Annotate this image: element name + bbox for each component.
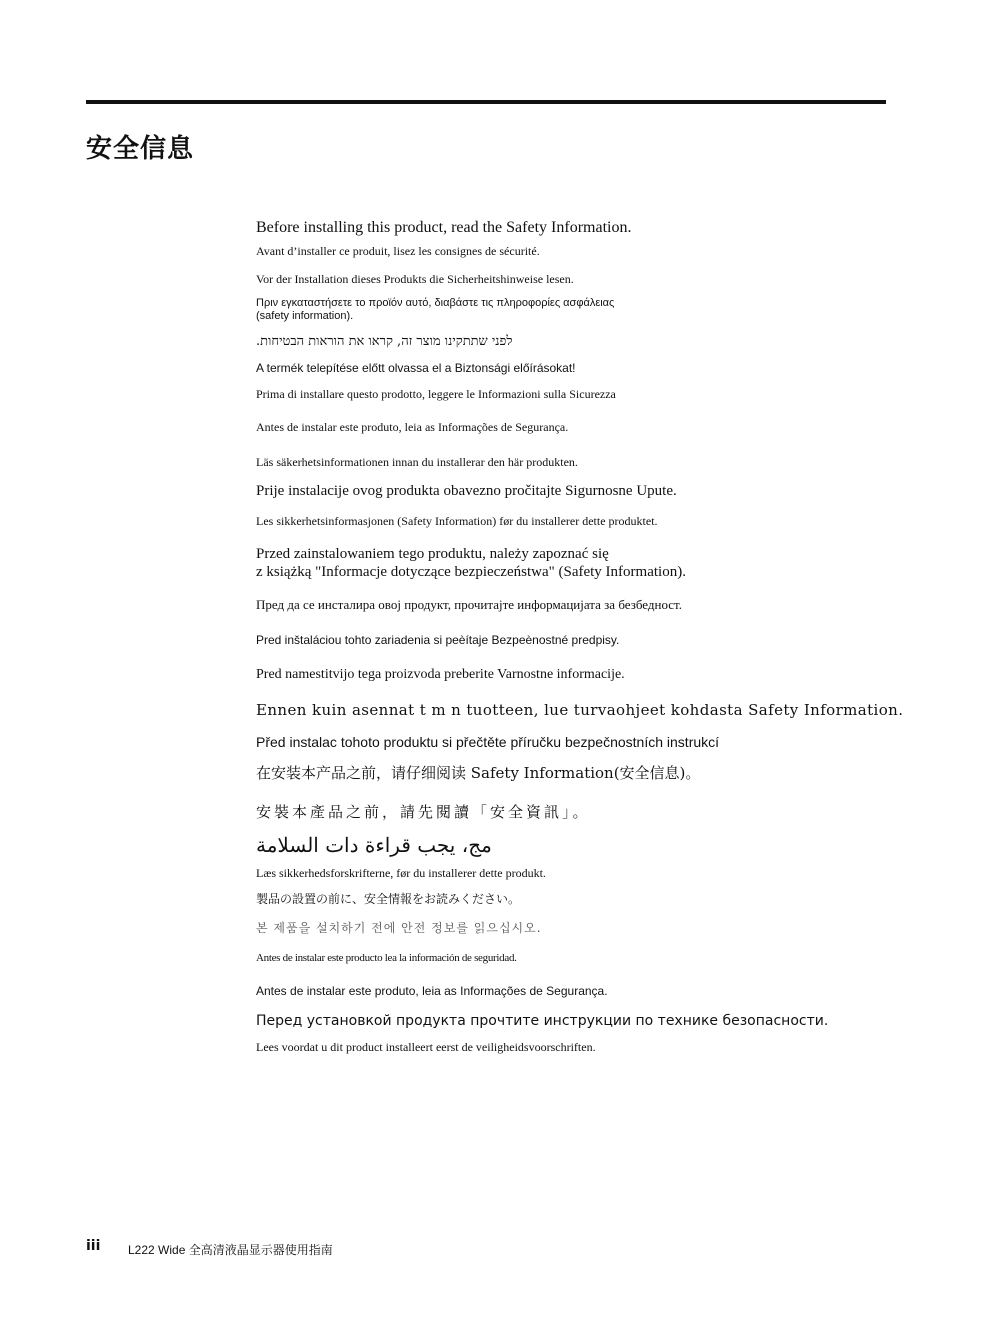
notice-czech: Před instalac tohoto produktu si přečtěte příručku bezpečnostních instrukcí [256,734,720,750]
notice-polish-line2: z książką "Informacje dotyczące bezpieczeństwa" (Safety Information). [256,564,686,580]
notice-dutch: Lees voordat u dit product installeert eerst de veiligheidsvoorschriften. [256,1040,596,1054]
notice-polish-line1: Przed zainstalowaniem tego produktu, należy zapoznać się [256,546,609,562]
notice-greek-line2: (safety information). [256,310,354,322]
footer-doc-title: L222 Wide 全高清液晶显示器使用指南 [128,1243,333,1257]
notice-norwegian: Les sikkerhetsinformasjonen (Safety Information) før du installerer dette produktet. [256,514,658,528]
notice-macedonian: Пред да се инсталира овој продукт, прочитајте информацијата за безбедност. [256,597,682,612]
notice-english: Before installing this product, read the Safety Information. [256,219,632,236]
notice-croatian: Prije instalacije ovog produkta obavezno pročitajte Sigurnosne Upute. [256,483,677,499]
header-rule [86,100,886,104]
notice-greek [256,297,614,323]
notice-slovak: Pred inštaláciou tohto zariadenia si peèítaje Bezpeènostné predpisy. [256,633,620,647]
notice-french: Avant d’installer ce produit, lisez les consignes de sécurité. [256,244,540,258]
notice-chinese-traditional: 安裝本產品之前，請先閱讀「安全資訊」。 [256,803,591,821]
notice-japanese: 製品の設置の前に、安全情報をお読みください。 [256,892,521,906]
notice-spanish: Antes de instalar este producto lea la información de seguridad. [256,952,517,964]
notice-greek-line1: Πριν εγκαταστήσετε το προϊόν αυτό, διαβάστε τις πληροφορίες ασφάλειας [256,297,615,309]
notice-danish: Læs sikkerhedsforskrifterne, før du installerer dette produkt. [256,866,546,880]
page-title: 安全信息 [86,134,195,164]
notice-chinese-simplified: 在安装本产品之前，请仔细阅读 Safety Information(安全信息)。 [256,764,701,782]
notice-slovenian: Pred namestitvijo tega proizvoda preberite Varnostne informacije. [256,667,625,682]
notice-korean: 본 제품을 설치하기 전에 안전 정보를 읽으십시오. [256,921,542,935]
page-number: iii [86,1238,101,1254]
notice-arabic: مج، يجب قراءة دات السلامة [256,833,492,857]
notice-finnish: Ennen kuin asennat t m n tuotteen, lue turvaohjeet kohdasta Safety Information. [256,701,904,719]
notice-portuguese-brazil: Antes de instalar este produto, leia as Informações de Segurança. [256,984,608,998]
notice-hungarian: A termék telepítése előtt olvassa el a Biztonsági előírásokat! [256,361,576,375]
notice-russian: Перед установкой продукта прочтите инструкции по технике безопасности. [256,1013,829,1029]
notice-italian: Prima di installare questo prodotto, leggere le Informazioni sulla Sicurezza [256,387,616,401]
notice-hebrew: לפני שתתקינו מוצר זה, קראו את הוראות הבטיחות. [256,334,513,349]
notice-portuguese: Antes de instalar este produto, leia as Informações de Segurança. [256,420,569,434]
notice-swedish: Läs säkerhetsinformationen innan du installerar den här produkten. [256,455,578,469]
notice-german: Vor der Installation dieses Produkts die Sicherheitshinweise lesen. [256,272,574,286]
